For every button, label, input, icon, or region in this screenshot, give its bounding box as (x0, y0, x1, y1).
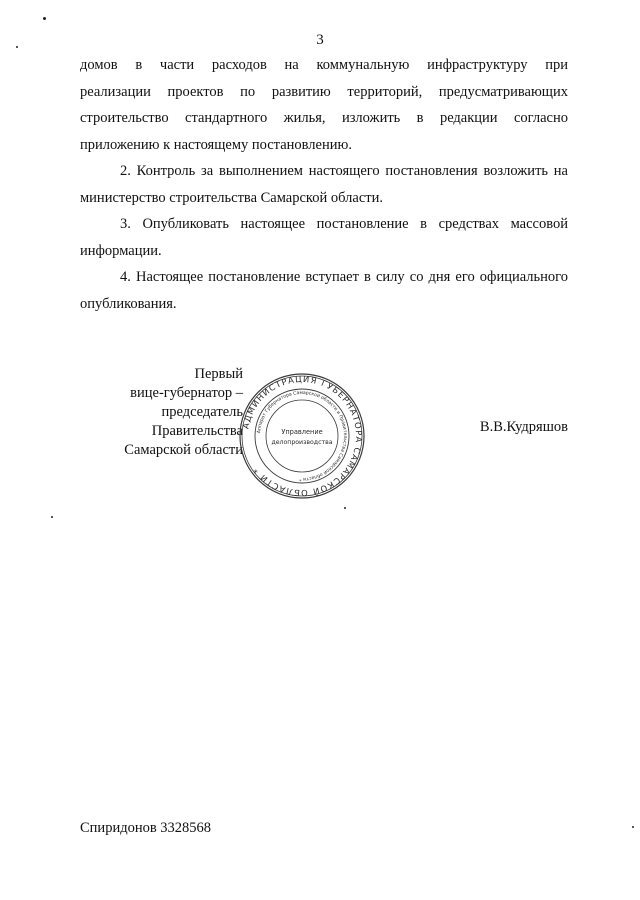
body-text (80, 52, 568, 317)
scan-speck (43, 17, 46, 20)
executor-footer: Спиридонов 3328568 (80, 820, 212, 836)
stamp-outer-text: АДМИНИСТРАЦИЯ ГУБЕРНАТОРА САМАРСКОЙ ОБЛАСТИ * (240, 373, 365, 499)
paragraph-2: 2. Контроль за выполнением настоящего постановления возложить на министерство строительства Самарской области. (80, 163, 568, 206)
scan-speck (16, 46, 18, 48)
signer-title-line: вице-губернатор – (130, 385, 243, 401)
signer-title-line: Самарской области (124, 442, 243, 458)
signer-title (80, 365, 243, 460)
stamp-center-line-2: делопроизводства (271, 439, 333, 446)
paragraph-1-line-2: реализации проектов по развитию территорий, предусматривающих (80, 83, 568, 100)
scan-speck (632, 826, 634, 828)
paragraph-1-line-1: домов в части расходов на коммунальную инфраструктуру при (80, 57, 568, 73)
signer-title-line: Первый (194, 366, 243, 382)
paragraph-1-line-3: строительство стандартного жилья, изложить в редакции согласно (80, 110, 568, 126)
scan-speck (344, 507, 346, 509)
paragraph-3: 3. Опубликовать настоящее постановление в средствах массовой информации. (80, 216, 568, 259)
svg-text:Аппарат Губернатора Самарской (256, 390, 347, 482)
page-number: 3 (316, 32, 324, 48)
stamp-inner-text: Аппарат Губернатора Самарской области и Правительства Самарской области * (257, 390, 348, 482)
paragraph-4: 4. Настоящее постановление вступает в силу со дня его официального опубликования. (80, 269, 568, 312)
signer-name: В.В.Кудряшов (479, 419, 568, 435)
stamp-center-line-1: Управление (281, 428, 323, 436)
scan-speck (51, 516, 53, 518)
official-stamp (238, 372, 366, 500)
signer-title-line: председатель Правительства (151, 404, 243, 439)
paragraph-1-line-4: приложению к настоящему постановлению. (80, 136, 352, 153)
